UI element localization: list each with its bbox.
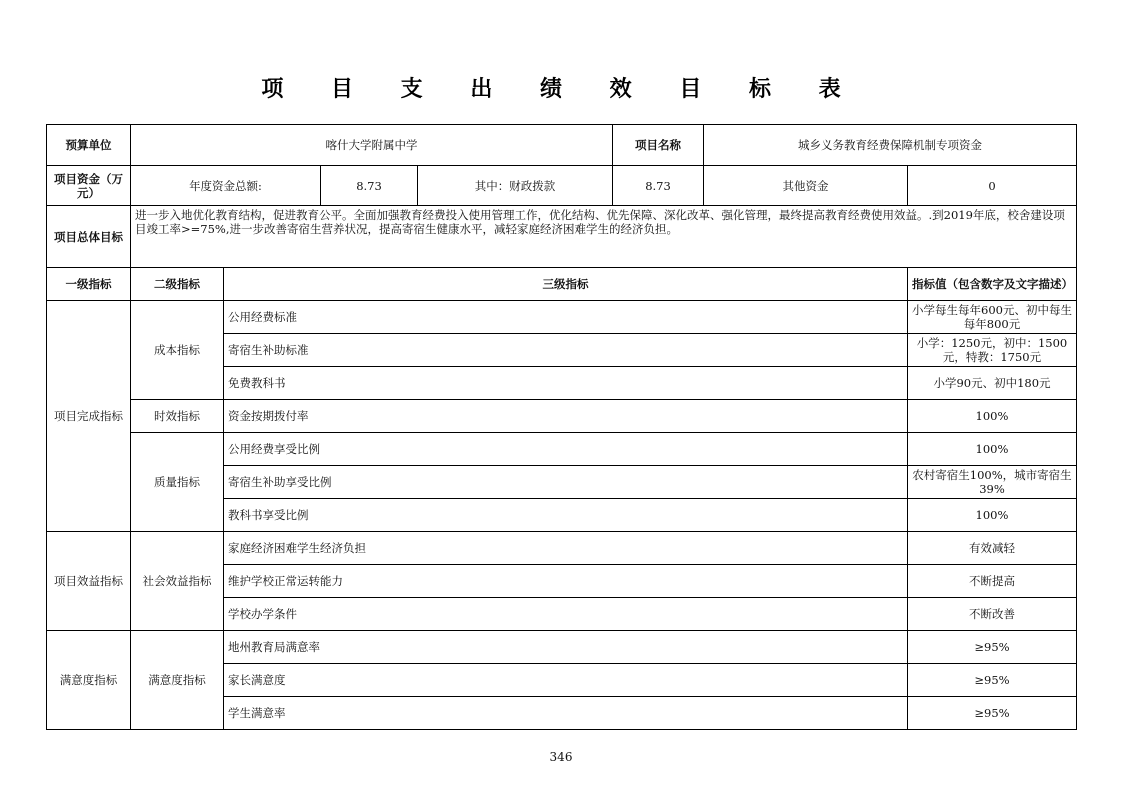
level1-indicator: 项目完成指标: [47, 301, 131, 532]
overall-goal-text: 进一步入地优化教育结构，促进教育公平。全面加强教育经费投入使用管理工作，优化结构、优先保障、深化改革、强化管理，最终提高教育经费使用效益。.到2019年底，校舍建设项目竣工率>=75%,进一步改善寄宿生营养状况，提高寄宿生健康水平，减轻家庭经济困难学生的经济负担。: [131, 206, 1077, 268]
level3-indicator: 免费教科书: [224, 367, 908, 400]
indicator-value: 小学：1250元，初中：1500元，特教：1750元: [908, 334, 1077, 367]
indicator-row: [47, 532, 1077, 565]
budget-unit-value: 喀什大学附属中学: [131, 125, 613, 166]
level2-indicator: 成本指标: [131, 301, 224, 400]
overall-goal-label: 项目总体目标: [47, 206, 131, 268]
project-funds-label: 项目资金（万元）: [47, 166, 131, 206]
indicator-row: [47, 433, 1077, 466]
indicator-value: 农村寄宿生100%，城市寄宿生39%: [908, 466, 1077, 499]
indicator-value: ≥95%: [908, 697, 1077, 730]
level2-indicator: 社会效益指标: [131, 532, 224, 631]
level3-indicator: 家庭经济困难学生经济负担: [224, 532, 908, 565]
indicator-value: 100%: [908, 433, 1077, 466]
indicator-value: 有效减轻: [908, 532, 1077, 565]
indicator-value: 小学90元、初中180元: [908, 367, 1077, 400]
level3-indicator: 维护学校正常运转能力: [224, 565, 908, 598]
fiscal-allocation-label: 其中：财政拨款: [418, 166, 613, 206]
level3-indicator: 教科书享受比例: [224, 499, 908, 532]
level3-indicator: 资金按期拨付率: [224, 400, 908, 433]
level3-indicator: 地州教育局满意率: [224, 631, 908, 664]
level3-indicator: 学生满意率: [224, 697, 908, 730]
column-header-level2: 二级指标: [131, 268, 224, 301]
indicator-value: 不断提高: [908, 565, 1077, 598]
other-funds-value: 0: [908, 166, 1077, 206]
budget-unit-label: 预算单位: [47, 125, 131, 166]
page-title: 项 目 支 出 绩 效 目 标 表: [261, 77, 861, 102]
level1-indicator: 项目效益指标: [47, 532, 131, 631]
page-number: 346: [549, 750, 573, 764]
level3-indicator: 公用经费标准: [224, 301, 908, 334]
indicator-row: [47, 631, 1077, 664]
column-header-level1: 一级指标: [47, 268, 131, 301]
annual-total-label: 年度资金总额:: [131, 166, 321, 206]
level3-indicator: 寄宿生补助享受比例: [224, 466, 908, 499]
level3-indicator: 公用经费享受比例: [224, 433, 908, 466]
indicator-value: ≥95%: [908, 631, 1077, 664]
column-header-value: 指标值（包含数字及文字描述）: [908, 268, 1077, 301]
indicator-row: [47, 400, 1077, 433]
level2-indicator: 时效指标: [131, 400, 224, 433]
annual-total-value: 8.73: [321, 166, 418, 206]
performance-target-table: [46, 124, 1077, 730]
indicator-row: [47, 301, 1077, 334]
indicator-value: ≥95%: [908, 664, 1077, 697]
level1-indicator: 满意度指标: [47, 631, 131, 730]
fiscal-allocation-value: 8.73: [613, 166, 704, 206]
level2-indicator: 满意度指标: [131, 631, 224, 730]
other-funds-label: 其他资金: [704, 166, 908, 206]
level2-indicator: 质量指标: [131, 433, 224, 532]
indicator-value: 小学每生每年600元、初中每生每年800元: [908, 301, 1077, 334]
level3-indicator: 学校办学条件: [224, 598, 908, 631]
indicator-value: 100%: [908, 499, 1077, 532]
level3-indicator: 家长满意度: [224, 664, 908, 697]
project-name-value: 城乡义务教育经费保障机制专项资金: [704, 125, 1077, 166]
project-name-label: 项目名称: [613, 125, 704, 166]
indicator-value: 100%: [908, 400, 1077, 433]
column-header-level3: 三级指标: [224, 268, 908, 301]
level3-indicator: 寄宿生补助标准: [224, 334, 908, 367]
indicator-value: 不断改善: [908, 598, 1077, 631]
